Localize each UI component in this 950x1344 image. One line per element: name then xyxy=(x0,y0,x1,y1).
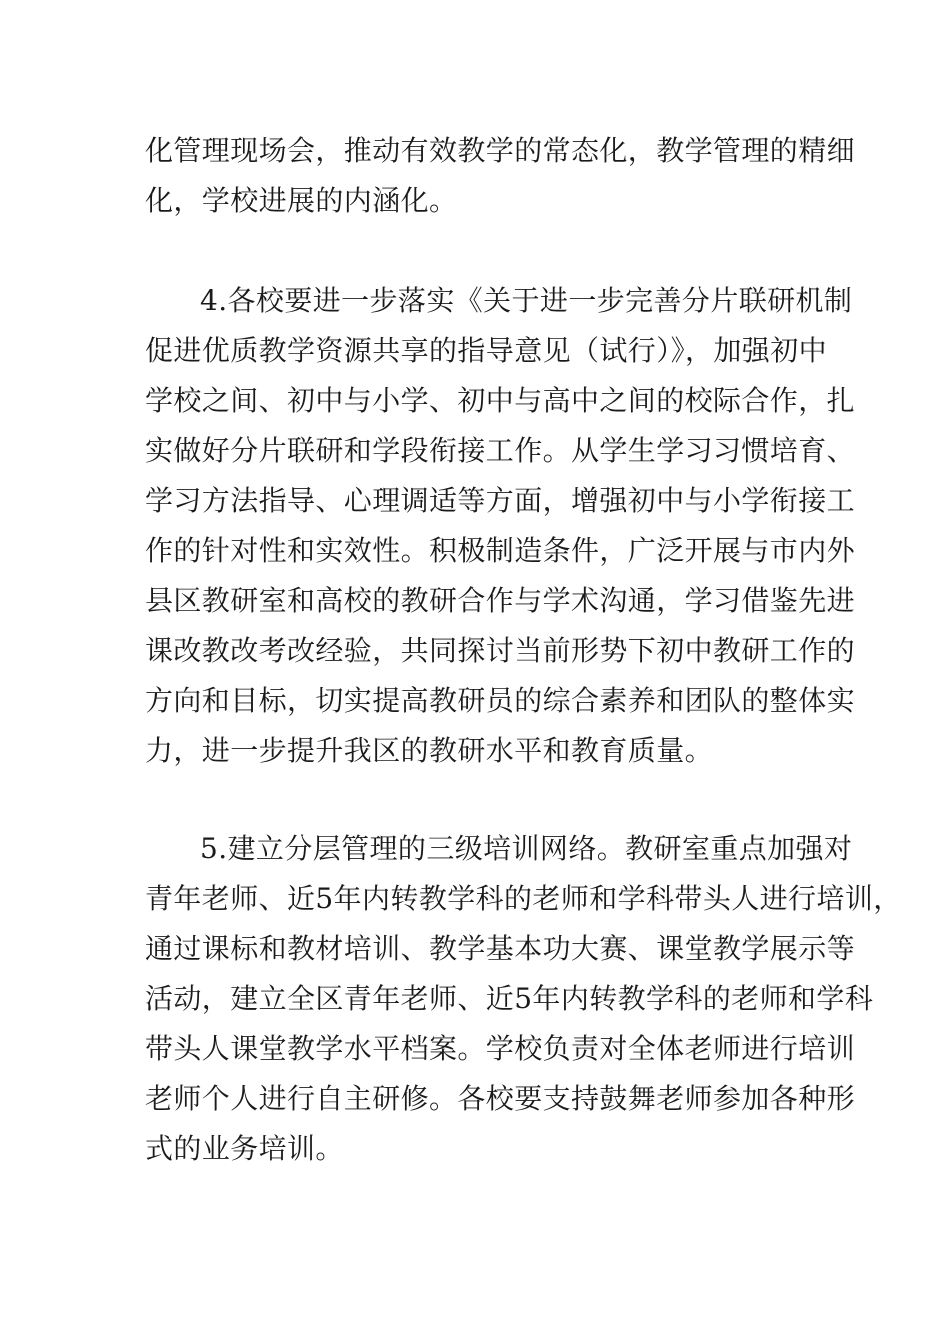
text-line: 课改教改考改经验，共同探讨当前形势下初中教研工作的 xyxy=(145,634,856,667)
text-line: 4.各校要进一步落实《关于进一步完善分片联研机制 xyxy=(200,284,853,317)
text-line: 化，学校进展的内涵化。 xyxy=(145,184,458,217)
text-line: 实做好分片联研和学段衔接工作。从学生学习习惯培育、 xyxy=(145,434,856,467)
text-line: 学校之间、初中与小学、初中与高中之间的校际合作，扎 xyxy=(145,384,856,417)
text-line: 活动，建立全区青年老师、近5年内转教学科的老师和学科 xyxy=(145,982,874,1015)
text-line: 县区教研室和高校的教研合作与学术沟通，学习借鉴先进 xyxy=(145,584,856,617)
text-line: 通过课标和教材培训、教学基本功大赛、课堂教学展示等 xyxy=(145,932,856,965)
text-line: 促进优质教学资源共享的指导意见（试行）》，加强初中 xyxy=(145,334,828,367)
text-line: 化管理现场会，推动有效教学的常态化，教学管理的精细 xyxy=(145,134,856,167)
text-line: 力，进一步提升我区的教研水平和教育质量。 xyxy=(145,734,714,767)
text-line: 式的业务培训。 xyxy=(145,1132,344,1165)
text-line: 5.建立分层管理的三级培训网络。教研室重点加强对 xyxy=(200,832,853,865)
text-line: 方向和目标，切实提高教研员的综合素养和团队的整体实 xyxy=(145,684,856,717)
text-line: 老师个人进行自主研修。各校要支持鼓舞老师参加各种形 xyxy=(145,1082,856,1115)
text-line: 青年老师、近5年内转教学科的老师和学科带头人进行培训， xyxy=(145,882,902,915)
text-line: 学习方法指导、心理调适等方面，增强初中与小学衔接工 xyxy=(145,484,856,517)
text-line: 作的针对性和实效性。积极制造条件，广泛开展与市内外 xyxy=(145,534,856,567)
text-line: 带头人课堂教学水平档案。学校负责对全体老师进行培训 xyxy=(145,1032,856,1065)
